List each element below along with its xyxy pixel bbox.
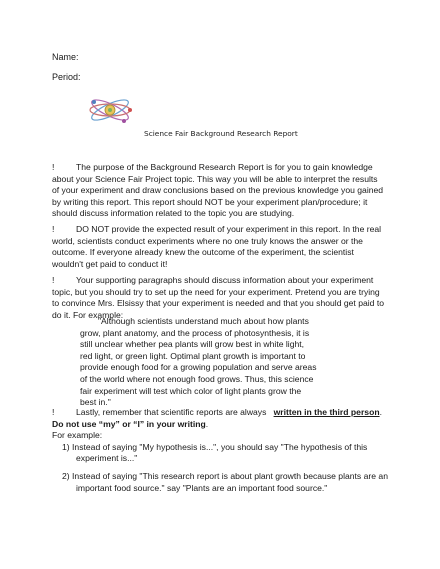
text-line: fair experiment will test which color of light plants grow the	[80, 385, 302, 396]
paragraph-purpose	[52, 162, 390, 220]
text-line: Your supporting paragraphs should discuss information about your experiment	[76, 275, 374, 285]
text-line: topic, but you should try to set up the need for your experiment. Pretend you are trying	[52, 286, 380, 297]
bullet-mark: !	[52, 275, 55, 285]
emphasis-no-my-i: Do not use “my” or “I” in your writing	[52, 418, 206, 429]
bullet-mark: !	[52, 407, 55, 417]
text-line: best in."	[80, 397, 111, 408]
text-line: .	[205, 418, 209, 429]
text-line: provide enough food for a growing population and serve areas	[80, 362, 317, 373]
paragraph-third-person	[52, 407, 412, 494]
text-line: red light, or green light. Optimal plant growth is important to	[80, 350, 306, 361]
text-line: DO NOT provide the expected result of your experiment in this report. In the real	[76, 224, 382, 234]
page-title: Science Fair Background Research Report	[144, 129, 298, 138]
text-line: still unclear whether pea plants will grow best in white light,	[80, 339, 305, 350]
text-line: of your experiment and draw conclusions based on the previous knowledge you gained	[52, 185, 384, 196]
bullet-mark: !	[52, 224, 55, 234]
period-label: Period:	[52, 72, 81, 82]
paragraph-no-result	[52, 224, 390, 270]
text-line: "Although scientists understand much about how plants	[98, 316, 309, 326]
bullet-mark: !	[52, 162, 55, 172]
text-line: wouldn't get paid to conduct it!	[52, 258, 168, 269]
text-line: should discuss information related to the topic you are studying.	[52, 208, 295, 219]
text-line: For example:	[52, 430, 103, 441]
example-1-line: experiment is..."	[76, 453, 138, 464]
text-line: The purpose of the Background Research Report is for you to gain knowledge	[76, 162, 373, 172]
emphasis-third-person: written in the third person	[273, 407, 380, 417]
text-line: by writing this report. This report should NOT be your experiment plan/procedure; it	[52, 196, 368, 207]
paragraph-supporting	[52, 275, 390, 321]
text-line: do it. For example:	[52, 309, 124, 320]
text-line: .	[379, 407, 382, 417]
example-2-line: important food source." say "Plants are an important food source."	[76, 482, 328, 493]
text-line: to convince Mrs. Elsissy that your experiment is needed and that you should get paid to	[52, 298, 385, 309]
text-line: world, scientists conduct experiments where no one truly knows the answer or the	[52, 235, 363, 246]
atom-icon	[86, 94, 136, 126]
name-label: Name:	[52, 52, 79, 62]
text-line: Lastly, remember that scientific reports are always	[76, 407, 267, 417]
text-line: of the world where not enough food grows. Thus, this science	[80, 373, 314, 384]
example-2-line: 2) Instead of saying "This research report is about plant growth because plants are an	[62, 470, 388, 481]
text-line: grow, plant anatomy, and the process of photosynthesis, it is	[80, 327, 310, 338]
text-line: about your Science Fair Project topic. This way you will be able to interpret the results	[52, 173, 378, 184]
example-quote	[80, 316, 318, 409]
example-1-line: 1) Instead of saying "My hypothesis is...", you should say "The hypothesis of this	[62, 441, 368, 452]
text-line: outcome. If everyone already knew the outcome of the experiment, the scientist	[52, 247, 354, 258]
